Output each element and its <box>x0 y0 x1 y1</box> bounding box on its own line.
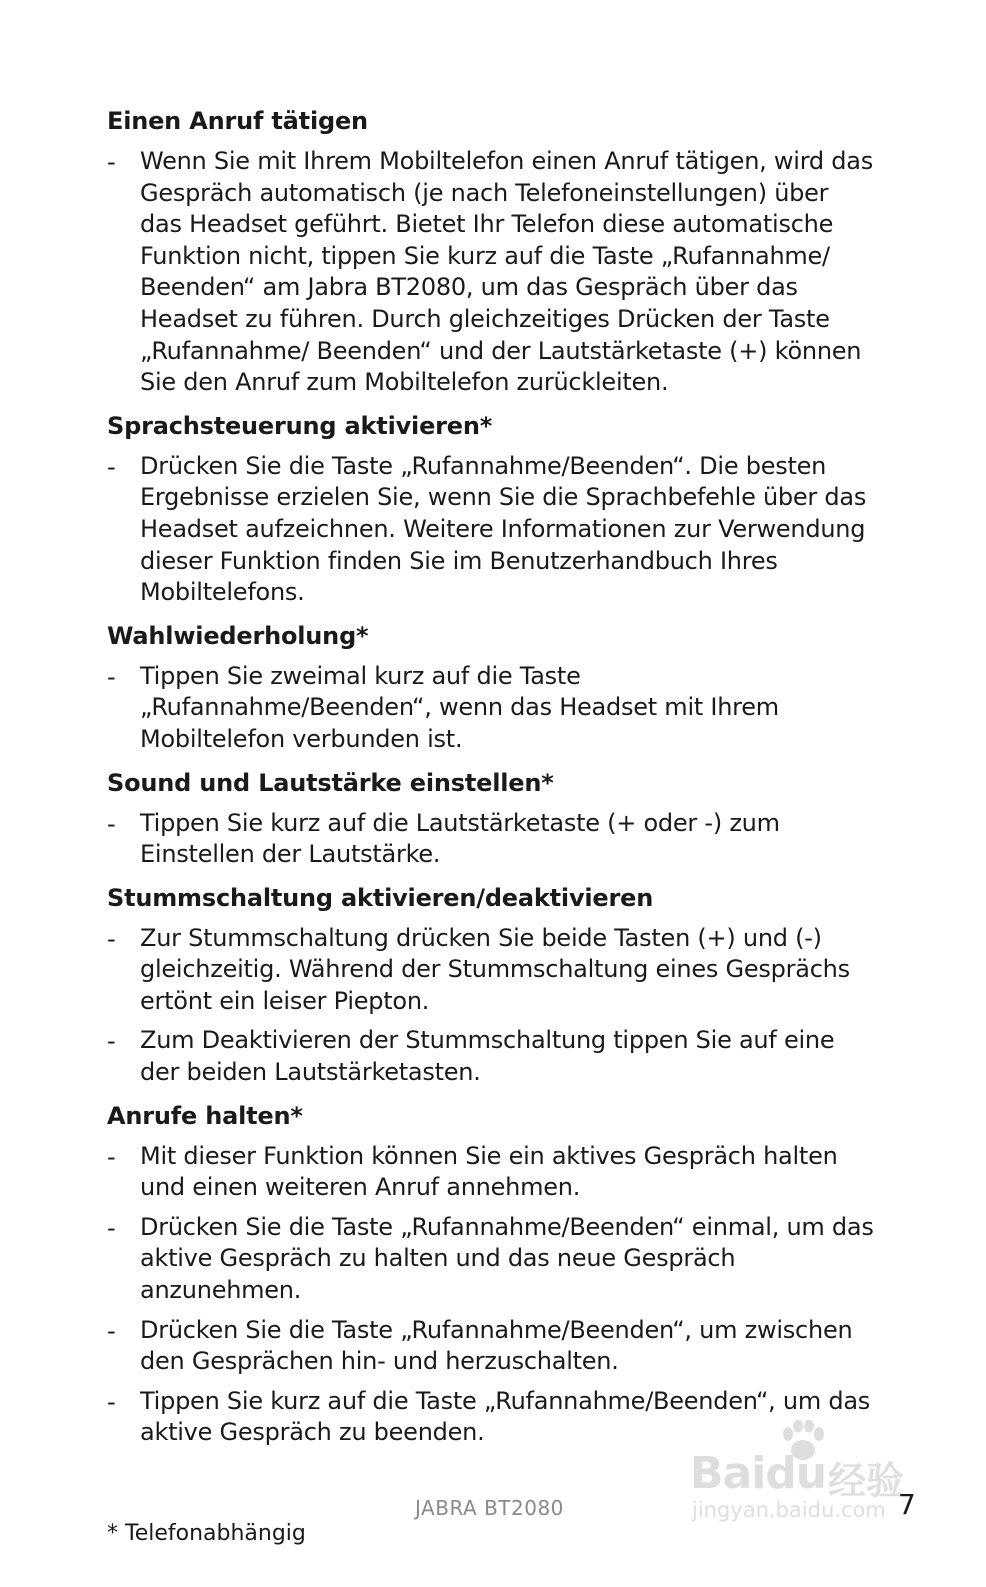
bullet-dash: - <box>107 1142 116 1171</box>
footnote: * Telefonabhängig <box>107 1521 306 1546</box>
list-item-text: Drücken Sie die Taste „Rufannahme/Beenden“. Die besten Ergebnisse erzielen Sie, wenn Sie die Sprachbefehle über das Headset aufzeichnen. Weitere Informationen zur Verwendung dieser Funktion finden Sie im Benutzerhandbuch Ihres Mobiltelefons. <box>140 451 867 607</box>
bullet-list <box>107 1141 877 1449</box>
section-sprachsteuerung <box>107 411 877 609</box>
watermark-url: jingyan.baidu.com <box>692 1498 886 1522</box>
section-heading: Stummschaltung aktivieren/deaktivieren <box>107 883 654 912</box>
list-item-text: Drücken Sie die Taste „Rufannahme/Beenden“ einmal, um das aktive Gespräch zu halten und das neue Gespräch anzunehmen. <box>140 1212 874 1305</box>
section-heading: Einen Anruf tätigen <box>107 107 368 135</box>
watermark-brand: Baidu <box>690 1448 827 1499</box>
bullet-dash: - <box>107 809 116 838</box>
bullet-dash: - <box>107 662 116 691</box>
bullet-dash: - <box>107 1027 116 1056</box>
bullet-dash: - <box>107 1213 116 1242</box>
list-item <box>107 661 877 756</box>
manual-content <box>107 106 877 1461</box>
list-item <box>107 146 877 399</box>
bullet-list <box>107 451 877 609</box>
list-item-text: Zur Stummschaltung drücken Sie beide Tasten (+) und (-) gleichzeitig. Während der Stummschaltung eines Gesprächs ertönt ein leiser Piepton. <box>140 923 850 1015</box>
list-item <box>107 1212 877 1307</box>
footer-product-name: JABRA BT2080 <box>415 1496 564 1520</box>
bullet-dash: - <box>107 452 116 481</box>
page-number: 7 <box>898 1488 916 1521</box>
watermark-brand-cn: 经验 <box>828 1459 905 1503</box>
section-stummschaltung <box>107 883 877 1089</box>
list-item <box>107 923 877 1018</box>
section-sound-lautstaerke <box>107 768 877 871</box>
list-item-text: Zum Deaktivieren der Stummschaltung tippen Sie auf eine der beiden Lautstärketasten. <box>140 1026 835 1087</box>
list-item <box>107 808 877 871</box>
bullet-list <box>107 923 877 1089</box>
section-heading: Sprachsteuerung aktivieren* <box>107 411 493 440</box>
section-heading: Wahlwiederholung* <box>107 621 369 650</box>
section-einen-anruf-taetigen <box>107 106 877 399</box>
list-item-text: Wenn Sie mit Ihrem Mobiltelefon einen Anruf tätigen, wird das Gespräch automatisch (je nach Telefoneinstellungen) über das Headset geführt. Bietet Ihr Telefon diese automatische Funktion nicht, tippen Sie kurz auf die Taste „Rufannahme/ Beenden“ am Jabra BT2080, um das Gespräch über das Headset zu führen. Durch gleichzeitiges Drücken der Taste „Rufannahme/ Beenden“ und der Lautstärketaste (+) können Sie den Anruf zum Mobiltelefon zurückleiten. <box>140 147 873 397</box>
section-heading: Anrufe halten* <box>107 1101 303 1130</box>
bullet-dash: - <box>107 924 116 953</box>
list-item <box>107 1025 877 1088</box>
list-item-text: Drücken Sie die Taste „Rufannahme/Beenden“, um zwischen den Gesprächen hin- und herzuschalten. <box>140 1315 853 1376</box>
section-anrufe-halten <box>107 1101 877 1449</box>
list-item <box>107 1315 877 1378</box>
bullet-list <box>107 146 877 399</box>
list-item-text: Mit dieser Funktion können Sie ein aktives Gespräch halten und einen weiteren Anruf annehmen. <box>140 1141 838 1202</box>
bullet-list <box>107 808 877 871</box>
bullet-dash: - <box>107 1316 116 1345</box>
bullet-dash: - <box>107 148 116 176</box>
list-item <box>107 451 877 609</box>
list-item-text: Tippen Sie kurz auf die Taste „Rufannahme/Beenden“, um das aktive Gespräch zu beenden. <box>140 1386 871 1447</box>
list-item <box>107 1141 877 1204</box>
section-heading: Sound und Lautstärke einstellen* <box>107 768 554 797</box>
bullet-dash: - <box>107 1387 116 1416</box>
section-wahlwiederholung <box>107 621 877 756</box>
bullet-list <box>107 661 877 756</box>
list-item-text: Tippen Sie kurz auf die Lautstärketaste (+ oder -) zum Einstellen der Lautstärke. <box>140 808 780 869</box>
list-item-text: Tippen Sie zweimal kurz auf die Taste „Rufannahme/Beenden“, wenn das Headset mit Ihrem Mobiltelefon verbunden ist. <box>140 661 779 753</box>
baidu-watermark <box>690 1420 920 1530</box>
